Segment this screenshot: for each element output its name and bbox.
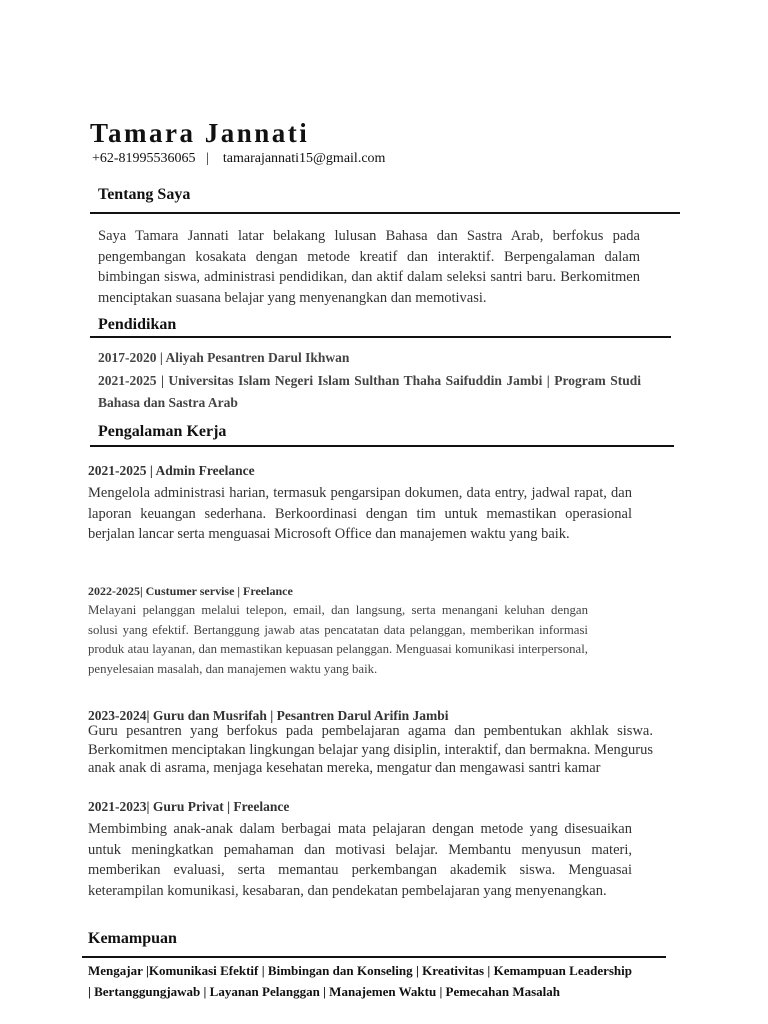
- section-divider-experience: [90, 445, 674, 447]
- job-description: Membimbing anak-anak dalam berbagai mata pelajaran dengan metode yang disesuaikan untuk meningkatkan pemahaman dan motivasi belajar. Membantu menyusun materi, memberikan evaluasi, serta memantau perkembangan akademik siswa. Menguasai keterampilan komunikasi, kesabaran, dan pendekatan pembelajaran yang menyenangkan.: [88, 821, 632, 899]
- job-description: Melayani pelanggan melalui telepon, email, dan langsung, serta menangani keluhan dengan solusi yang efektif. Bertanggung jawab atas pencatatan data pelanggan, memberikan informasi produk atau layanan, dan memastikan kepuasan pelanggan. Menguasai komunikasi interpersonal, penyelesaian masalah, dan manajemen waktu yang baik.: [88, 603, 588, 676]
- section-divider-about: [90, 212, 680, 214]
- education-item: 2017-2020 | Aliyah Pesantren Darul Ikhwan: [98, 350, 350, 365]
- section-title-about: Tentang Saya: [98, 186, 191, 203]
- job-title: 2023-2024| Guru dan Musrifah | Pesantren Darul Arifin Jambi: [88, 708, 449, 723]
- section-divider-skills: [82, 956, 666, 958]
- about-paragraph: Saya Tamara Jannati latar belakang lulusan Bahasa dan Sastra Arab, berfokus pada pengembangan kosakata dengan metode kreatif dan interaktif. Berpengalaman dalam bimbingan siswa, administrasi pendidikan, dan aktif dalam seleksi santri baru. Berkomitmen menciptakan suasana belajar yang menyenangkan dan memotivasi.: [98, 228, 640, 306]
- job-title: 2022-2025| Custumer servise | Freelance: [88, 584, 293, 598]
- section-title-experience: Pengalaman Kerja: [98, 423, 227, 440]
- job-title: 2021-2023| Guru Privat | Freelance: [88, 799, 290, 814]
- contact-line: +62-81995536065 | tamarajannati15@gmail.com: [92, 151, 386, 166]
- section-title-skills: Kemampuan: [88, 930, 177, 947]
- job-description: Guru pesantren yang berfokus pada pembelajaran agama dan pembentukan akhlak siswa. Berkomitmen menciptakan lingkungan belajar yang disiplin, interaktif, dan bermakna. Mengurus anak anak di asrama, menjaga kesehatan mereka, mengatur dan mengawasi santri kamar: [88, 723, 653, 776]
- job-title: 2021-2025 | Admin Freelance: [88, 463, 255, 478]
- section-divider-education: [90, 336, 671, 338]
- section-title-education: Pendidikan: [98, 316, 177, 333]
- education-item: 2021-2025 | Universitas Islam Negeri Islam Sulthan Thaha Saifuddin Jambi | Program Studi Bahasa dan Sastra Arab: [98, 373, 641, 410]
- skills-list: Mengajar |Komunikasi Efektif | Bimbingan dan Konseling | Kreativitas | Kemampuan Leadership | Bertanggungjawab | Layanan Pelanggan | Manajemen Waktu | Pemecahan Masalah: [88, 963, 632, 999]
- job-description: Mengelola administrasi harian, termasuk pengarsipan dokumen, data entry, jadwal rapat, dan laporan keuangan sederhana. Berkoordinasi dengan tim untuk memastikan operasional berjalan lancar serta menguasai Microsoft Office dan manajemen waktu yang baik.: [88, 485, 632, 543]
- resume-name: Tamara Jannati: [90, 118, 310, 148]
